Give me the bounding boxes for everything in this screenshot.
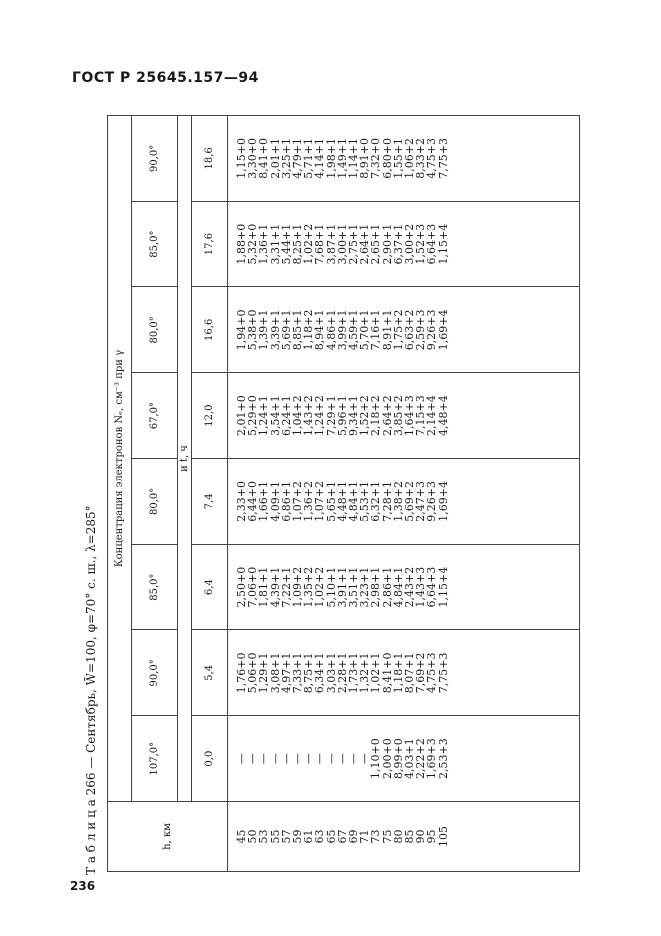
concentration-value: 1,49+1: [335, 138, 349, 179]
concentration-value: 5,44+1: [279, 223, 293, 265]
concentration-value: 4,84+1: [391, 566, 405, 608]
concentration-value: 2,64+2: [380, 395, 394, 436]
concentration-value: 1,02+1: [369, 652, 383, 694]
time-header-6: 17,6: [192, 201, 228, 287]
concentration-value: 3,25+1: [279, 138, 293, 179]
concentration-value: 2,98+1: [369, 566, 383, 608]
concentration-value: 6,24+1: [279, 395, 293, 436]
concentration-value: 3,91+1: [335, 566, 349, 608]
concentration-value: 9,26+3: [425, 309, 439, 351]
concentration-value: 4,84+1: [347, 481, 361, 522]
concentration-value: 7,28+1: [380, 481, 394, 522]
concentration-value: 1,15+4: [436, 566, 450, 608]
concentration-value: 9,34+1: [347, 395, 361, 436]
document-header: ГОСТ Р 25645.157—94: [72, 70, 259, 86]
concentration-column-7: [228, 116, 580, 202]
concentration-value: 2,22+2: [414, 738, 428, 779]
concentration-value: 7,06+0: [246, 566, 260, 608]
concentration-value: 4,03+1: [403, 738, 417, 779]
concentration-value: 2,75+1: [347, 223, 361, 265]
concentration-value: 8,85+1: [291, 309, 305, 351]
concentration-value: 7,69+2: [414, 652, 428, 694]
gamma-header-6: 85,0°: [132, 201, 178, 287]
concentration-value: 1,32+1: [358, 652, 372, 694]
h-value: 55: [268, 829, 282, 844]
concentration-value: 6,32+1: [369, 481, 383, 522]
concentration-value: 1,06+2: [403, 138, 417, 179]
h-value: 75: [380, 829, 394, 844]
concentration-value: 8,25+1: [291, 223, 305, 265]
concentration-value: 6,80+0: [380, 138, 394, 179]
concentration-value: 7,16+1: [369, 309, 383, 351]
concentration-value: 2,90+1: [380, 223, 394, 265]
concentration-value: 1,69+4: [436, 309, 450, 351]
concentration-value: 6,37+1: [391, 223, 405, 265]
concentration-value: 1,75+2: [391, 309, 405, 351]
concentration-value: 4,75+3: [425, 652, 439, 694]
concentration-value: 4,09+1: [268, 481, 282, 522]
concentration-value: 2,65+1: [369, 223, 383, 265]
h-values-cell: [228, 802, 580, 872]
concentration-value: 2,01+0: [235, 395, 248, 436]
concentration-value: 1,43+3: [414, 566, 428, 608]
concentration-value: 1,64+3: [403, 395, 417, 436]
concentration-value: 2,50+0: [235, 566, 248, 608]
concentration-value: 1,38+2: [391, 481, 405, 522]
gamma-header-3: 80,0°: [132, 459, 178, 545]
concentration-value: 8,99+0: [391, 738, 405, 779]
concentration-value: 2,14+4: [425, 395, 439, 436]
concentration-value: 1,07+2: [291, 481, 305, 522]
h-value: 67: [335, 829, 349, 844]
concentration-value: 1,29+1: [257, 652, 271, 694]
time-header-2: 6,4: [192, 544, 228, 630]
concentration-value: 1,18+1: [391, 652, 405, 694]
concentration-value: —: [291, 753, 305, 765]
concentration-value: 1,10+0: [369, 738, 383, 779]
concentration-value: —: [335, 753, 349, 765]
page-number: 236: [70, 879, 96, 893]
concentration-value: 5,10+1: [324, 566, 338, 608]
concentration-value: 3,23+1: [358, 566, 372, 608]
concentration-value: 7,22+1: [279, 566, 293, 608]
data-row: [228, 116, 580, 872]
concentration-value: 5,38+0: [246, 309, 260, 351]
concentration-value: 8,75+1: [302, 652, 316, 694]
gamma-header-0: 107,0°: [132, 716, 178, 802]
concentration-value: 3,54+1: [268, 395, 282, 436]
time-header-5: 16,6: [192, 287, 228, 373]
h-value: 61: [302, 829, 316, 844]
h-value: 59: [291, 829, 305, 844]
concentration-value: 1,43+2: [302, 395, 316, 436]
concentration-value: 1,76+0: [235, 652, 248, 694]
concentration-value: 1,69+3: [425, 738, 439, 779]
concentration-value: 6,44+0: [246, 481, 260, 522]
concentration-column-1: [228, 630, 580, 716]
concentration-value: 2,43+2: [403, 566, 417, 608]
concentration-value: 1,09+2: [291, 566, 305, 608]
h-value: 69: [347, 829, 361, 844]
concentration-value: 1,94+0: [235, 309, 248, 351]
concentration-value: 3,03+1: [324, 652, 338, 694]
concentration-value: 8,33+2: [414, 138, 428, 179]
concentration-value: —: [257, 753, 271, 765]
h-value: 80: [391, 829, 405, 844]
concentration-value: 5,96+1: [335, 395, 349, 436]
h-value: 71: [358, 829, 372, 844]
concentration-value: 3,00+1: [335, 223, 349, 265]
concentration-value: 1,15+0: [235, 138, 248, 179]
h-value: 105: [436, 826, 450, 847]
concentration-value: 1,15+4: [436, 223, 450, 265]
h-value: 53: [257, 829, 271, 844]
time-header-row: [192, 116, 228, 872]
concentration-value: 2,01+1: [268, 138, 282, 179]
h-value: 90: [414, 829, 428, 844]
concentration-value: 8,07+1: [403, 652, 417, 694]
concentration-value: 1,52+3: [414, 223, 428, 265]
concentration-value: 8,41+0: [257, 138, 271, 179]
concentration-value: 3,00+2: [403, 223, 417, 265]
concentration-value: 5,32+0: [246, 223, 260, 265]
concentration-value: 4,97+1: [279, 652, 293, 694]
concentration-value: 6,63+2: [403, 309, 417, 351]
concentration-value: 1,18+2: [302, 309, 316, 351]
concentration-value: 7,75+3: [436, 652, 450, 694]
concentration-value: 1,55+1: [391, 138, 405, 179]
concentration-value: 6,64+3: [425, 566, 439, 608]
table-caption: Т а б л и ц а 266 — Сентябрь, W̄=100, φ=70° с. ш., λ=285°: [84, 505, 98, 875]
concentration-value: 7,32+0: [369, 138, 383, 179]
concentration-value: 2,47+3: [414, 481, 428, 522]
concentration-value: 7,15+3: [414, 395, 428, 436]
concentration-value: —: [268, 753, 282, 765]
concentration-column-3: [228, 459, 580, 545]
concentration-value: 7,75+3: [436, 138, 450, 179]
concentration-value: —: [302, 753, 316, 765]
concentration-value: 1,36+2: [302, 481, 316, 522]
concentration-value: 2,59+3: [414, 309, 428, 351]
concentration-value: —: [358, 753, 372, 765]
concentration-value: 3,39+1: [268, 309, 282, 351]
concentration-value: 1,14+1: [347, 138, 361, 179]
concentration-value: —: [235, 753, 248, 765]
concentration-value: 8,41+0: [380, 652, 394, 694]
gamma-header-row: [132, 116, 178, 872]
concentration-value: 3,31+1: [268, 223, 282, 265]
concentration-value: 8,94+1: [313, 309, 327, 351]
concentration-value: 5,69+2: [403, 481, 417, 522]
gamma-header-7: 90,0°: [132, 116, 178, 202]
concentration-value: 5,06+0: [246, 652, 260, 694]
concentration-value: —: [313, 753, 327, 765]
time-header-3: 7,4: [192, 459, 228, 545]
concentration-value: 6,64+3: [425, 223, 439, 265]
concentration-value: 1,07+2: [313, 481, 327, 522]
concentration-column-6: [228, 201, 580, 287]
gamma-header-1: 90,0°: [132, 630, 178, 716]
concentration-value: 1,39+1: [257, 309, 271, 351]
concentration-column-2: [228, 544, 580, 630]
concentration-value: 1,02+2: [302, 223, 316, 265]
concentration-value: 9,26+3: [425, 481, 439, 522]
concentration-value: 4,14+1: [313, 138, 327, 179]
gamma-header-2: 85,0°: [132, 544, 178, 630]
h-value: 85: [403, 829, 417, 844]
h-value: 63: [313, 829, 327, 844]
concentration-value: 3,85+2: [391, 395, 405, 436]
concentration-value: 8,91+0: [358, 138, 372, 179]
concentration-value: 7,33+1: [291, 652, 305, 694]
concentration-value: 1,88+0: [235, 223, 248, 265]
concentration-value: —: [246, 753, 260, 765]
concentration-value: 5,69+1: [279, 309, 293, 351]
concentration-value: 1,66+1: [257, 481, 271, 522]
concentration-value: 5,53+1: [358, 481, 372, 522]
time-group-header: и t, ч: [178, 116, 192, 802]
concentration-value: 5,65+1: [324, 481, 338, 522]
concentration-value: 1,24+2: [313, 395, 327, 436]
concentration-value: 7,68+1: [313, 223, 327, 265]
concentration-value: 5,29+0: [246, 395, 260, 436]
electron-concentration-table: [107, 115, 580, 872]
concentration-value: 1,81+1: [257, 566, 271, 608]
concentration-value: 5,71+1: [302, 138, 316, 179]
concentration-column-5: [228, 287, 580, 373]
concentration-value: 1,36+1: [257, 223, 271, 265]
h-column-header: h, км: [108, 802, 228, 872]
concentration-value: 2,33+0: [235, 481, 248, 522]
h-value: 73: [369, 829, 383, 844]
h-value: 57: [279, 829, 293, 844]
h-value: 50: [246, 829, 260, 844]
concentration-value: —: [279, 753, 293, 765]
concentration-value: 6,34+1: [313, 652, 327, 694]
concentration-value: 2,18+2: [369, 395, 383, 436]
h-value: 45: [235, 829, 248, 844]
concentration-value: 4,86+1: [324, 309, 338, 351]
gamma-header-5: 80,0°: [132, 287, 178, 373]
concentration-value: 2,64+1: [358, 223, 372, 265]
concentration-value: 3,30+0: [246, 138, 260, 179]
concentration-value: 7,29+1: [324, 395, 338, 436]
gamma-header-4: 67,0°: [132, 373, 178, 459]
h-value: 95: [425, 829, 439, 844]
concentration-value: 8,91+1: [380, 309, 394, 351]
concentration-group-header: Концентрация электронов Nₑ, см⁻³ при γ: [108, 116, 132, 802]
h-value: 65: [324, 829, 338, 844]
concentration-value: —: [347, 753, 361, 765]
concentration-column-4: [228, 373, 580, 459]
concentration-value: 2,53+3: [436, 738, 450, 779]
concentration-value: 4,75+3: [425, 138, 439, 179]
concentration-value: 4,79+1: [291, 138, 305, 179]
concentration-value: 3,99+1: [335, 309, 349, 351]
concentration-value: 3,87+1: [324, 223, 338, 265]
time-header-7: 18,6: [192, 116, 228, 202]
concentration-value: 4,48+4: [436, 395, 450, 436]
concentration-value: 2,28+1: [335, 652, 349, 694]
concentration-value: 1,52+2: [358, 395, 372, 436]
concentration-value: 4,59+1: [347, 309, 361, 351]
concentration-value: 6,86+1: [279, 481, 293, 522]
concentration-column-0: [228, 716, 580, 802]
concentration-value: 3,51+1: [347, 566, 361, 608]
concentration-value: 1,69+4: [436, 481, 450, 522]
concentration-value: 4,48+1: [335, 481, 349, 522]
time-header-0: 0,0: [192, 716, 228, 802]
concentration-value: 5,70+1: [358, 309, 372, 351]
concentration-value: 1,35+2: [302, 566, 316, 608]
concentration-value: 3,08+1: [268, 652, 282, 694]
concentration-value: 4,39+1: [268, 566, 282, 608]
concentration-value: 1,04+2: [291, 395, 305, 436]
concentration-value: 1,02+2: [313, 566, 327, 608]
time-header-4: 12,0: [192, 373, 228, 459]
time-header-1: 5,4: [192, 630, 228, 716]
concentration-value: 2,00+0: [380, 738, 394, 779]
concentration-value: 1,98+1: [324, 138, 338, 179]
concentration-value: 1,73+1: [347, 652, 361, 694]
concentration-value: 2,86+1: [380, 566, 394, 608]
concentration-value: 1,24+1: [257, 395, 271, 436]
concentration-value: —: [324, 753, 338, 765]
